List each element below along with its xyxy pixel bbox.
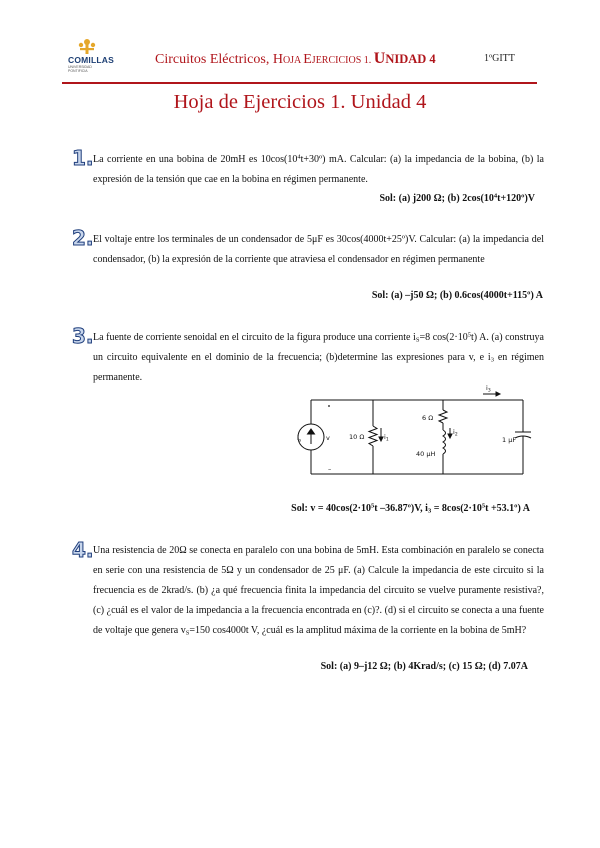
problem-2-solution: Sol: (a) –j50 Ω; (b) 0.6cos(4000t+115º) A <box>371 290 543 301</box>
university-logo-icon <box>76 38 98 55</box>
inductor-label: 40 μH <box>416 450 436 458</box>
r1-label: 10 Ω <box>349 433 365 441</box>
problem-4-solution: Sol: (a) 9–j12 Ω; (b) 4Krad/s; (c) 15 Ω; (d) 7.07A <box>320 661 528 672</box>
inductor-icon <box>443 430 446 454</box>
problem-number-2: 2. <box>72 226 94 250</box>
minus-sign: – <box>328 465 332 473</box>
unit-label: UNIDAD 4 <box>373 50 436 67</box>
problem-2-text: El voltaje entre los terminales de un condensador de 5μF es 30cos(4000t+25º)V. Calcular: (a) la impedancia del condensador, (b) la expresión de la corriente que atraviesa el condensador en régimen permanente <box>93 234 544 265</box>
sheet-rest2: JERCICIOS 1. <box>311 55 374 66</box>
logo-subtitle: UNIVERSIDAD PONTIFICIA <box>68 65 92 73</box>
problem-number-4: 4. <box>72 538 94 562</box>
resistor-6-icon <box>439 410 447 423</box>
subject-name: Circuitos Eléctricos <box>155 52 266 67</box>
problem-number-3: 3. <box>72 324 94 348</box>
header-title: Circuitos Eléctricos, HOJA EJERCICIOS 1. UNIDAD 4 <box>155 50 436 67</box>
sheet-rest: OJA <box>282 55 304 66</box>
r2-label: 6 Ω <box>422 414 434 422</box>
capacitor-label: 1 μF <box>502 436 517 444</box>
i3-label: $i_3$ <box>486 384 491 394</box>
sheet-prefix: H <box>272 52 283 67</box>
source-label: $i_s$ <box>297 434 302 444</box>
sheet-e: E <box>303 52 312 67</box>
problem-1-text: La corriente en una bobina de 20mH es $10\cos(10^4t+30º)$ mA. Calcular: (a) la impedancia de la bobina, (b) la expresión de la tensión que cae en la bobina en régimen permanente. <box>93 153 544 185</box>
i2-label: $i_2$ <box>453 428 458 438</box>
circuit-diagram <box>291 378 535 482</box>
problem-3-text: La fuente de corriente senoidal en el circuito de la figura produce una corriente $i_S=8$ $\cos(2\cdot 10^5t)$ A. (a) construya un circuito equivalente en el dominio de la frecuencia; (b)determine las expresiones para v, e $i_3$ en régimen permanente. <box>93 331 544 383</box>
problem-4-text: Una resistencia de 20Ω se conecta en paralelo con una bobina de 5mH. Esta combinación en paralelo se conecta en serie con una resistencia de 5Ω y un condensador de 25 μF. (a) Calcule la impedancia de este circuito si la frecuencia es de 2krad/s. (b) ¿a qué frecuencia finita la impedancia del circuito se vuelve puramente resistiva?, (c) ¿cuál es el valor de la impedancia a la frecuencia encontrada en (c)?. (d) si el circuito se conecta a una fuente de voltaje que genera $v_S=150$ cos4000t V, ¿cuál es la amplitud máxima de la corriente en la bobina de 5mH? <box>93 545 544 637</box>
logo-name: COMILLAS <box>68 55 114 65</box>
problem-3-solution: Sol: $v = 40\cos(2\cdot 10^5t$ –36.87º)V, $i_3 = 8\cos(2\cdot 10^5t$ +53.1º) A <box>291 502 530 515</box>
course-code: 1ºGITT <box>484 53 515 64</box>
i1-label: $i_1$ <box>384 433 389 443</box>
resistor-10-icon <box>369 426 377 446</box>
header-divider <box>62 82 537 84</box>
problem-number-1: 1. <box>72 146 94 170</box>
problem-1-solution: Sol: (a) j200 Ω; (b) $2\cos(10^4t+120º)V$ <box>379 192 535 204</box>
voltage-label: v <box>326 434 330 442</box>
page-title: Hoja de Ejercicios 1. Unidad 4 <box>173 91 427 113</box>
